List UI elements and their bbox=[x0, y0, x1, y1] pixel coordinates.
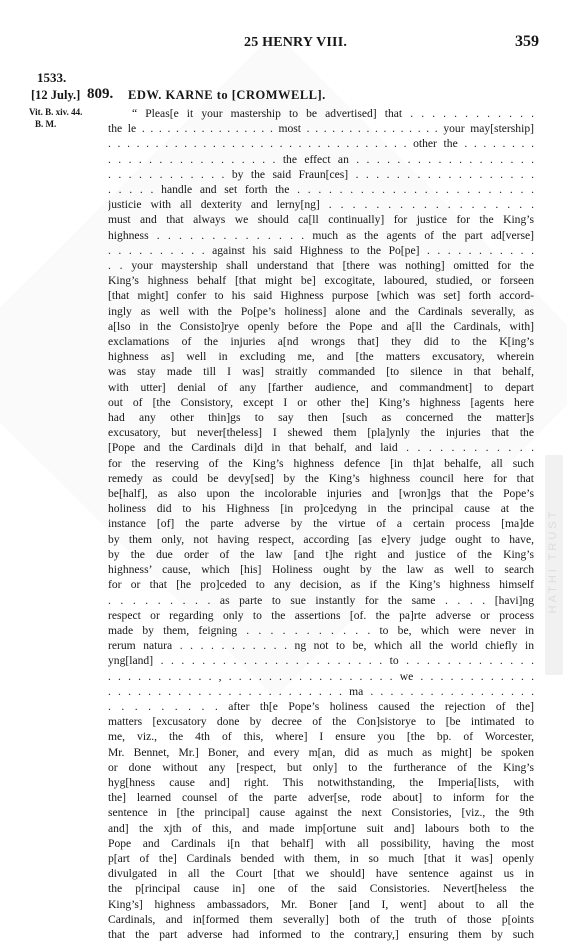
body-line: me, viz., the 4th of this, where] I ensure you [the bp. of Worcester, bbox=[108, 730, 534, 744]
body-line: . . . . . . . . . . . . . . . . . . . . . . . . ma . . . . . . . . . . . . . . . . . bbox=[108, 684, 534, 698]
body-line: . . . . . . . . . . . . . . . . . the effect an . . . . . . . . . . . . . . . . . . bbox=[108, 152, 534, 166]
body-line: highness’ cause, which [his] Holiness ought by the law as well to search bbox=[108, 563, 534, 577]
body-line: for or that [he pro]ceded to any decision, as if the King’s highness himself bbox=[108, 578, 534, 592]
watermark-strip bbox=[545, 455, 563, 675]
body-line: . . . . . . . . . . against his said Highness to the Po[pe] . . . . . . . . . . . bbox=[108, 243, 534, 257]
body-line: Pope and Cardinals i[n that behalf] with all possibility, having the most bbox=[108, 836, 534, 850]
body-line: holiness did to his Highness [in pro]cedyng in the principal cause at the bbox=[108, 502, 534, 516]
margin-ref-line2: B. M. bbox=[35, 119, 57, 129]
running-title: 25 HENRY VIII. bbox=[244, 35, 348, 50]
body-line: p[art of the] Cardinals bended with them, in so much [that it was] openly bbox=[108, 851, 534, 865]
body-line: out of [the Consistory, except I or other the] King’s highness [agents here bbox=[108, 395, 534, 409]
body-line: . . . . . . . . . as parte to sue instantly for the same . . . . [havi]ng bbox=[108, 593, 534, 607]
running-head bbox=[0, 32, 567, 52]
body-line: rerum natura . . . . . . . . . . . ng not to be, which all the world chiefly in bbox=[108, 639, 534, 653]
body-line: King’s] highness ambassadors, Mr. Boner [and I, went] about to all the bbox=[108, 897, 534, 911]
body-line: Cardinals, and in[formed them severally] both of the truth of those p[oints bbox=[108, 912, 534, 926]
body-line: the] learned counsel of the parte adver[se, rode about] to inform for the bbox=[108, 791, 534, 805]
body-line: a[lso in the Consisto]rye openly before the Pope and a[ll the Cardinals, with] bbox=[108, 319, 534, 333]
body-line: . . . . . . . . . . . , . . . . . . . . . . . . . . . . . we . . . . . . . . . . . . bbox=[108, 669, 534, 683]
body-line: be[half], as also upon the incolorable injuries and [wron]gs that the Pope’s bbox=[108, 487, 534, 501]
body-line: sentence in [the principal] cause against the next Consistories, [viz., the 9th bbox=[108, 806, 534, 820]
body-line: must and that always we should ca[ll continually] for justice for the King’s bbox=[108, 213, 534, 227]
body-line: highness . . . . . . . . . . . . . . much as the agents of the part ad[verse] bbox=[108, 228, 534, 242]
watermark-text: HATHI TRUST bbox=[547, 508, 559, 614]
body-line: matters [excusatory done by decree of the Con]sistorye to [be intimated to bbox=[108, 715, 534, 729]
body-line: instance [of] the parte adverse by the virtue of a certain process [ma]de bbox=[108, 517, 534, 531]
body-line: [that might] confer to his said Highness purpose [which was set] forth accord- bbox=[108, 289, 534, 303]
body-line: . . . . . handle and set forth the . . . . . . . . . . . . . . . . . . . . . . . bbox=[108, 183, 534, 197]
body-line: the p[rincipal cause in] one of the said Consistories. Nevert[heless the bbox=[108, 882, 534, 896]
body-line: justicie with all dexterity and lerny[ng] . . . . . . . . . . . . . . . . . . bbox=[108, 198, 534, 212]
body-line: ingly as well with the Po[pe’s holiness] alone and the Cardinals severally, as bbox=[108, 304, 534, 318]
body-line: . . . . . . . . . after th[e Pope’s holiness caused the rejection of the] bbox=[108, 699, 534, 713]
body-line: had any other thin]gs to say then [such as concerned the matter]s bbox=[108, 411, 534, 425]
body-line: exclamations of the injuries a[nd wrongs that] they did to the K[ing’s bbox=[108, 335, 534, 349]
margin-ref-line1: Vit. B. xiv. 44. bbox=[29, 107, 83, 117]
body-line: excusatory, but never[theless] I shewed them [pla]ynly the injuries that the bbox=[108, 426, 534, 440]
body-line: yng[land] . . . . . . . . . . . . . . . . . . . . . . to . . . . . . . . . . . . . bbox=[108, 654, 534, 668]
entry-heading: EDW. KARNE to [CROMWELL]. bbox=[128, 88, 326, 102]
body-line: made by them, feigning . . . . . . . . . . . to be, which were never in bbox=[108, 623, 534, 637]
body-line: by them only, not having respect, according [as e]very judge ought to have, bbox=[108, 532, 534, 546]
body-line: hyg[hness cause and] right. This notwithstanding, the Imperia[lists, with bbox=[108, 775, 534, 789]
body-line: by the due order of the law [and t]he right and justice of the King’s bbox=[108, 547, 534, 561]
body-line: and] the xjth of this, and made imp[ortune suit and] labours both to the bbox=[108, 821, 534, 835]
body-line: remedy as could be devy[sed] by the King’s highness council here for that bbox=[108, 471, 534, 485]
body-line: . . your maystership shall understand that [there was nothing] omitted for the bbox=[108, 259, 534, 273]
body-line: respect or regarding only to the assertions [of. the pa]rte adverse or process bbox=[108, 608, 534, 622]
body-line: King’s highness behalf [that might be] excogitate, laboured, studied, or forseen bbox=[108, 274, 534, 288]
body-line: . . . . . . . . . . . . . . . . . . . . . . . . . . . . . . . . other the . . . . . . . . bbox=[108, 137, 534, 151]
body-line: for the reserving of the King’s highness defence [in th]at behalfe, all such bbox=[108, 456, 534, 470]
margin-year: 1533. bbox=[37, 70, 67, 85]
body-line: Mr. Bennet, Mr.] Boner, and every m[an, did as much as might] be spoken bbox=[108, 745, 534, 759]
body-line: was stay made till I was] straitly commanded [to silence in that behalf, bbox=[108, 365, 534, 379]
body-line: “ Pleas[e it your mastership to be advertised] that . . . . . . . . . . . . bbox=[132, 107, 534, 120]
margin-reference bbox=[29, 106, 82, 130]
body-line: or done without any [respect, but only] to the furtherance of the King’s bbox=[108, 760, 534, 774]
letter-body bbox=[108, 106, 534, 942]
body-line: . . . . . . . . . . . . by the said Fraun[ces] . . . . . . . . . . . . . . . . . . bbox=[108, 167, 534, 181]
body-line: that the part adverse had informed to the contrary,] ensuring them by such bbox=[108, 927, 534, 941]
body-line: divulgated in all the Court [that we should] have sentence against us in bbox=[108, 867, 534, 881]
body-line: with utter] denial of any [farther audience, and commandment] to depart bbox=[108, 380, 534, 394]
entry-number: 809. bbox=[87, 86, 114, 102]
body-line: [Pope and the Cardinals di]d in that behalf, and laid . . . . . . . . . . . . bbox=[108, 441, 534, 455]
body-line: highness as] well in excluding me, and [the matters excusatory, wherein bbox=[108, 350, 534, 364]
margin-date: [12 July.] bbox=[31, 88, 81, 102]
body-line: the le . . . . . . . . . . . . . . . . most . . . . . . . . . . . . . . . . your may[stership] bbox=[108, 122, 534, 136]
page-number: 359 bbox=[515, 33, 539, 50]
